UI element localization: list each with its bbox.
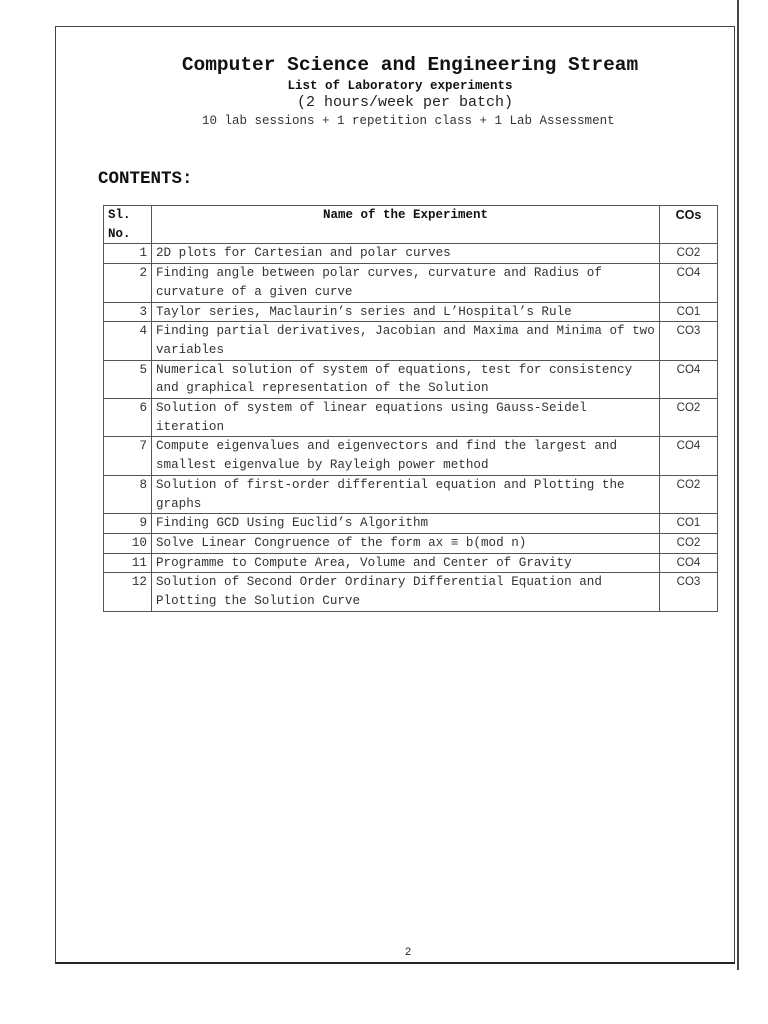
serial-no-cell: 12 — [104, 573, 152, 611]
experiment-name-cell: 2D plots for Cartesian and polar curves — [152, 244, 660, 264]
experiment-name-cell: Taylor series, Maclaurin’s series and L’Hospital’s Rule — [152, 302, 660, 322]
column-header-serial-no: Sl. No. — [104, 206, 152, 244]
table-row — [104, 302, 718, 322]
serial-no-cell: 11 — [104, 553, 152, 573]
course-outcome-cell: CO2 — [660, 244, 718, 264]
column-header-experiment-name: Name of the Experiment — [152, 206, 660, 244]
document-subtitle: List of Laboratory experiments — [287, 79, 513, 93]
session-summary: 10 lab sessions + 1 repetition class + 1 Lab Assessment — [202, 114, 615, 128]
experiment-name-cell: Finding GCD Using Euclid’s Algorithm — [152, 514, 660, 534]
table-row — [104, 360, 718, 398]
experiment-name-cell: Finding partial derivatives, Jacobian and Maxima and Minima of two variables — [152, 322, 660, 360]
hours-per-week: (2 hours/week per batch) — [296, 94, 514, 111]
page-number: 2 — [404, 946, 412, 958]
experiment-name-cell: Finding angle between polar curves, curvature and Radius of curvature of a given curve — [152, 264, 660, 302]
table-row — [104, 264, 718, 302]
experiment-name-cell: Programme to Compute Area, Volume and Center of Gravity — [152, 553, 660, 573]
experiment-name-cell: Numerical solution of system of equations, test for consistency and graphical representation of the Solution — [152, 360, 660, 398]
serial-no-cell: 10 — [104, 533, 152, 553]
table-row — [104, 533, 718, 553]
experiment-name-cell: Solution of system of linear equations using Gauss-Seidel iteration — [152, 399, 660, 437]
experiment-name-cell: Solution of Second Order Ordinary Differential Equation and Plotting the Solution Curve — [152, 573, 660, 611]
experiments-table — [103, 205, 718, 612]
course-outcome-cell: CO1 — [660, 302, 718, 322]
table-row — [104, 244, 718, 264]
serial-no-cell: 5 — [104, 360, 152, 398]
serial-no-cell: 6 — [104, 399, 152, 437]
serial-no-cell: 4 — [104, 322, 152, 360]
contents-heading: CONTENTS: — [98, 169, 193, 189]
course-outcome-cell: CO4 — [660, 437, 718, 475]
serial-no-cell: 8 — [104, 475, 152, 513]
table-row — [104, 573, 718, 611]
column-header-cos: COs — [660, 206, 718, 244]
course-outcome-cell: CO4 — [660, 264, 718, 302]
course-outcome-cell: CO2 — [660, 533, 718, 553]
experiment-name-cell: Solution of first-order differential equation and Plotting the graphs — [152, 475, 660, 513]
table-row — [104, 514, 718, 534]
serial-no-cell: 2 — [104, 264, 152, 302]
table-row — [104, 322, 718, 360]
course-outcome-cell: CO2 — [660, 475, 718, 513]
table-row — [104, 437, 718, 475]
course-outcome-cell: CO2 — [660, 399, 718, 437]
table-row — [104, 399, 718, 437]
course-outcome-cell: CO3 — [660, 322, 718, 360]
table-row — [104, 553, 718, 573]
serial-no-cell: 7 — [104, 437, 152, 475]
course-outcome-cell: CO1 — [660, 514, 718, 534]
course-outcome-cell: CO4 — [660, 360, 718, 398]
table-header-row — [104, 206, 718, 244]
serial-no-cell: 1 — [104, 244, 152, 264]
experiment-name-cell: Compute eigenvalues and eigenvectors and find the largest and smallest eigenvalue by Rayleigh power method — [152, 437, 660, 475]
table-row — [104, 475, 718, 513]
page-edge-rule — [737, 0, 739, 970]
experiment-name-cell: Solve Linear Congruence of the form ax ≡ b(mod n) — [152, 533, 660, 553]
document-title: Computer Science and Engineering Stream — [181, 54, 639, 76]
serial-no-cell: 3 — [104, 302, 152, 322]
course-outcome-cell: CO4 — [660, 553, 718, 573]
course-outcome-cell: CO3 — [660, 573, 718, 611]
serial-no-cell: 9 — [104, 514, 152, 534]
